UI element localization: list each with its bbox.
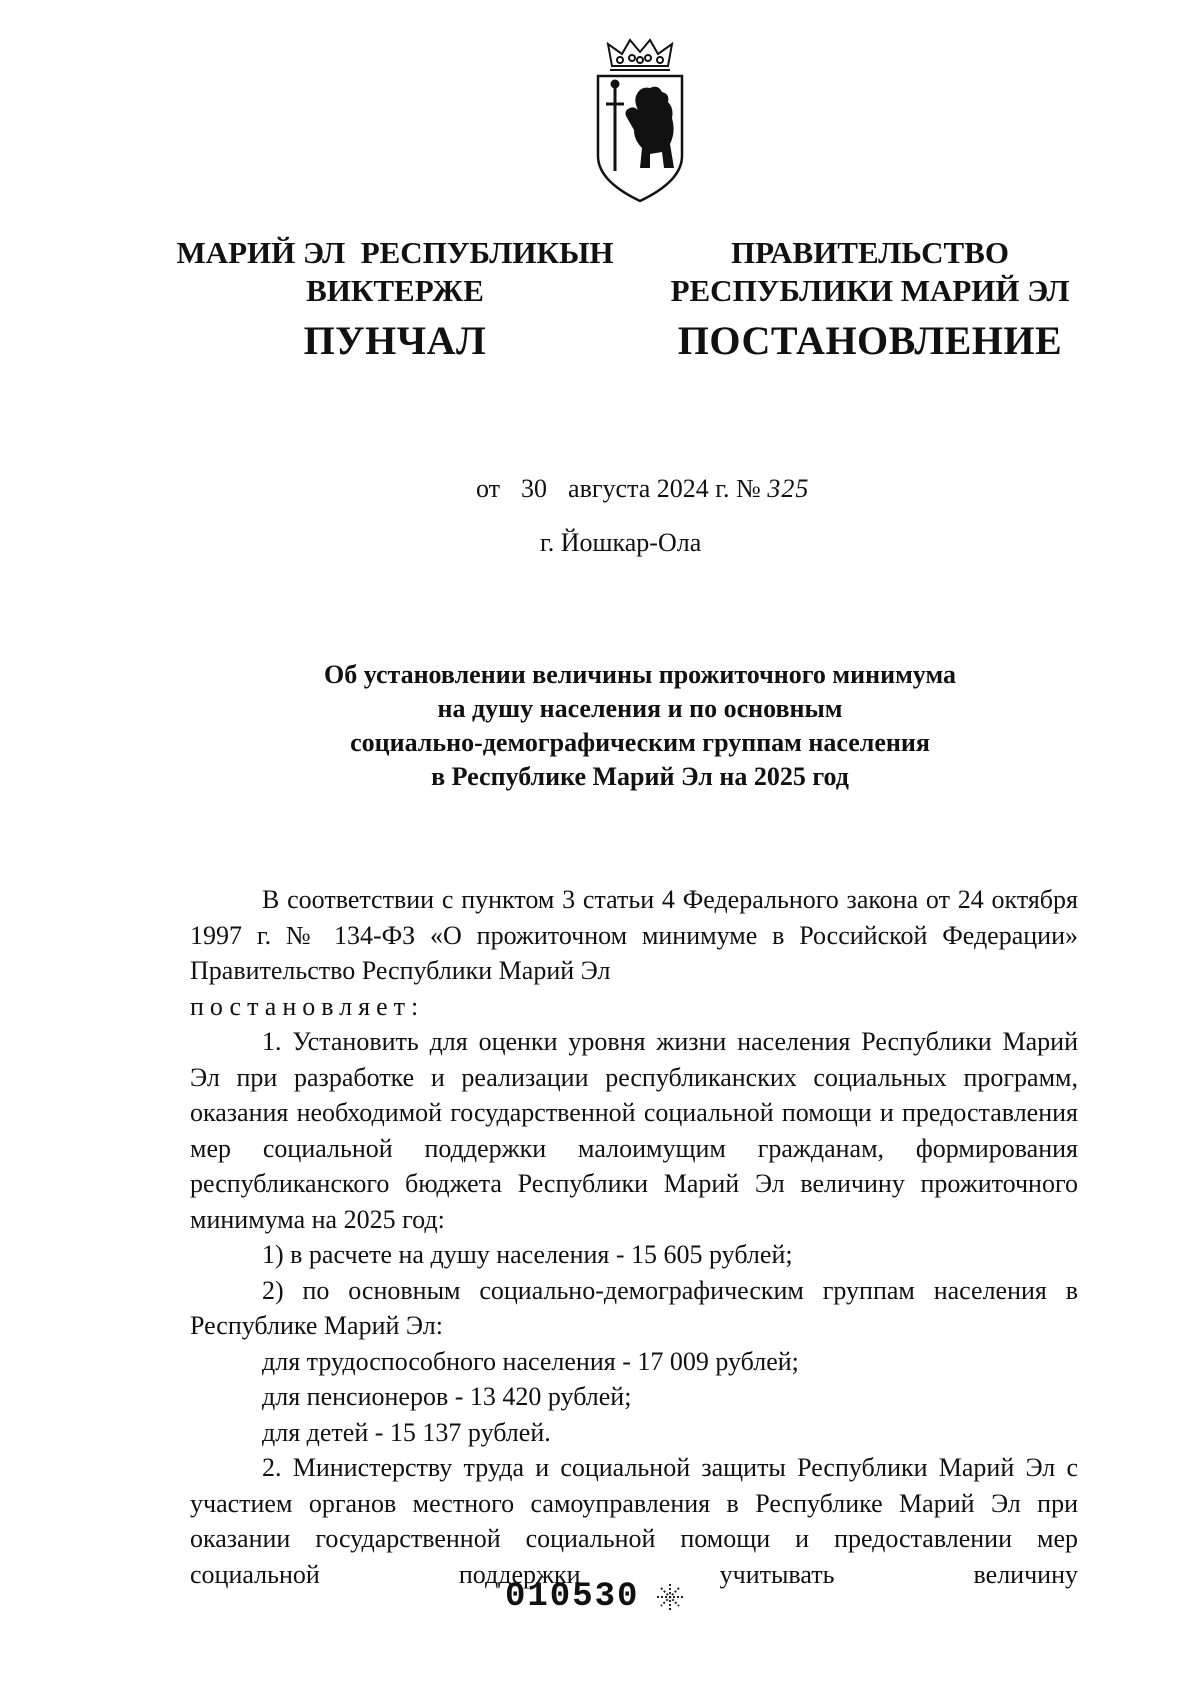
item-1-1-paragraph: 1) в расчете на душу населения - 15 605 рублей;	[262, 1240, 793, 1269]
org-name-mari-line1: МАРИЙ ЭЛ РЕСПУБЛИКЫН	[176, 235, 614, 270]
serial-number: 010530	[505, 1578, 640, 1616]
date-month-year: августа 2024 г. №	[568, 474, 761, 503]
title-line-2: на душу населения и по основным	[437, 694, 843, 723]
document-body	[190, 882, 1078, 1592]
group-pensioners: для пенсионеров - 13 420 рублей;	[262, 1382, 632, 1411]
city: г. Йошкар-Ола	[540, 528, 702, 557]
document-number: 325	[767, 474, 810, 503]
header-left	[170, 234, 620, 363]
item-2-paragraph: 2. Министерству труда и социальной защиты Республики Марий Эл с участием органов местного самоуправления в Республике Марий Эл при оказании государственной социальной помощи и предоставлении мер социальной поддержки учитывать величину	[190, 1453, 1078, 1589]
group-children: для детей - 15 137 рублей.	[262, 1417, 551, 1447]
date-prefix: от	[476, 474, 501, 503]
document-title	[200, 658, 1080, 794]
title-line-3: социально-демографическим группам населения	[350, 728, 930, 757]
date-day: 30	[521, 474, 548, 503]
org-name-mari-line2: ВИКТЕРЖЕ	[306, 273, 484, 308]
document-date-line	[476, 474, 809, 504]
item-1-2-paragraph: 2) по основным социально-демографическим группам населения в Республике Марий Эл:	[190, 1275, 1078, 1340]
org-name-russian-line2: РЕСПУБЛИКИ МАРИЙ ЭЛ	[670, 273, 1070, 308]
coat-of-arms-emblem	[590, 36, 690, 206]
group-working-age: для трудоспособного населения - 17 009 рублей;	[262, 1346, 799, 1376]
preamble-paragraph: В соответствии с пунктом 3 статьи 4 Федерального закона от 24 октября 1997 г. № 134-ФЗ «О прожиточном минимуме в Российской Федерации» Правительство Республики Марий Эл	[190, 885, 1078, 985]
item-1-paragraph: 1. Установить для оценки уровня жизни населения Республики Марий Эл при разработке и реализации республиканских социальных программ, оказания необходимой государственной социальной помощи и предоставления мер социальной поддержки малоимущим гражданам, формирования республиканского бюджета Республики Марий Эл величину прожиточного минимума на 2025 год:	[190, 1027, 1078, 1234]
title-line-4: в Республике Марий Эл на 2025 год	[431, 762, 849, 791]
doc-type-mari: ПУНЧАЛ	[303, 318, 487, 363]
doc-type-russian: ПОСТАНОВЛЕНИЕ	[677, 318, 1063, 363]
org-name-russian-line1: ПРАВИТЕЛЬСТВО	[731, 235, 1009, 270]
sparkle-mark-icon	[655, 1582, 685, 1612]
header-right	[660, 234, 1080, 363]
resolves-word: постановляет:	[190, 991, 425, 1021]
title-line-1: Об установлении величины прожиточного минимума	[324, 660, 956, 689]
